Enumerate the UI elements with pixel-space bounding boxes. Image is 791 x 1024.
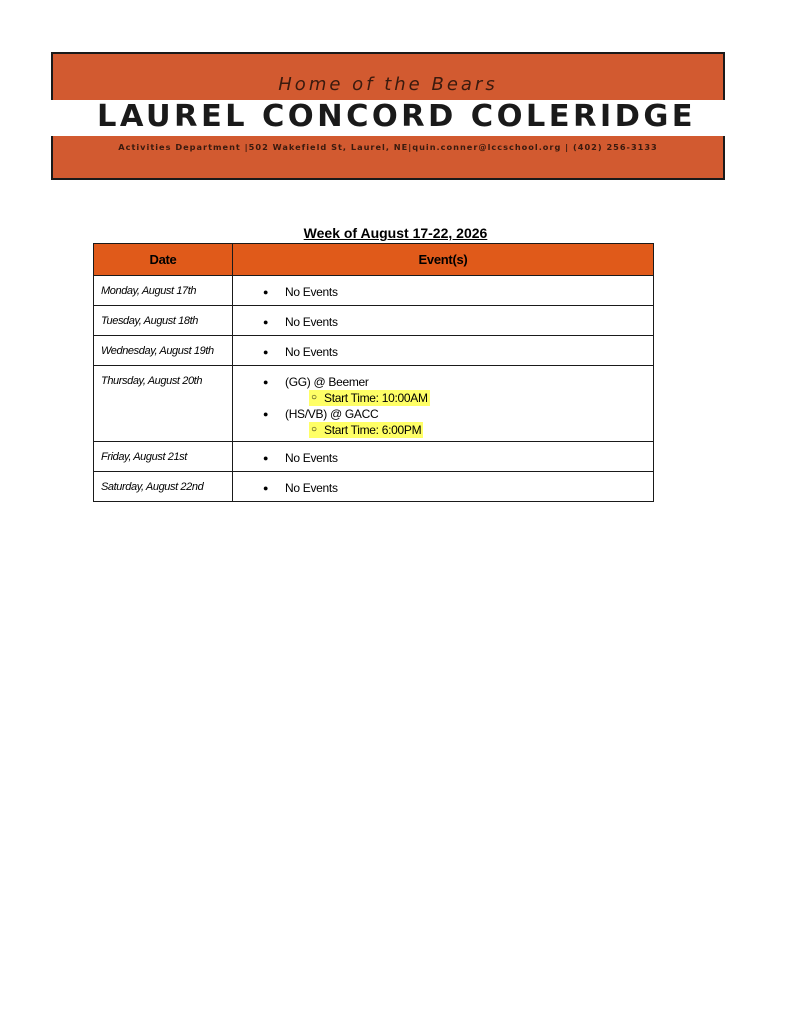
event-item xyxy=(233,284,653,300)
bullet-icon: ● xyxy=(263,453,269,463)
table-row xyxy=(94,442,654,472)
table-row xyxy=(94,472,654,502)
event-cell xyxy=(233,472,654,502)
event-item xyxy=(233,450,653,466)
tagline: Home of the Bears xyxy=(278,74,498,95)
event-text: No Events xyxy=(285,451,338,465)
schedule-table xyxy=(93,243,654,502)
hollow-bullet-icon: ○ xyxy=(309,422,319,438)
bullet-icon: ● xyxy=(263,409,269,419)
date-cell: Thursday, August 20th xyxy=(94,366,233,442)
event-cell xyxy=(233,442,654,472)
table-row xyxy=(94,336,654,366)
contact-info: Activities Department |502 Wakefield St, Laurel, NE|quin.conner@lccschool.org | (402) 256-3133 xyxy=(118,142,658,152)
bullet-icon: ● xyxy=(263,287,269,297)
bullet-icon: ● xyxy=(263,483,269,493)
event-item xyxy=(233,374,653,390)
table-row xyxy=(94,276,654,306)
week-title: Week of August 17-22, 2026 xyxy=(303,225,488,241)
date-cell: Saturday, August 22nd xyxy=(94,472,233,502)
event-cell xyxy=(233,276,654,306)
date-cell: Wednesday, August 19th xyxy=(94,336,233,366)
school-name: LAUREL CONCORD COLERIDGE xyxy=(96,99,696,134)
bullet-icon: ● xyxy=(263,317,269,327)
date-cell: Friday, August 21st xyxy=(94,442,233,472)
event-text: No Events xyxy=(285,315,338,329)
start-time-text: Start Time: 6:00PM xyxy=(318,422,423,438)
event-text: No Events xyxy=(285,285,338,299)
event-cell xyxy=(233,306,654,336)
event-item xyxy=(233,344,653,360)
table-header-row xyxy=(94,244,654,276)
event-text: (GG) @ Beemer xyxy=(285,375,369,389)
event-text: No Events xyxy=(285,481,338,495)
event-item xyxy=(233,406,653,422)
table-row xyxy=(94,366,654,442)
date-cell: Monday, August 17th xyxy=(94,276,233,306)
event-cell xyxy=(233,336,654,366)
event-text: No Events xyxy=(285,345,338,359)
start-time-text: Start Time: 10:00AM xyxy=(318,390,430,406)
event-cell xyxy=(233,366,654,442)
column-header-date: Date xyxy=(94,244,233,276)
hollow-bullet-icon: ○ xyxy=(309,390,319,406)
bullet-icon: ● xyxy=(263,377,269,387)
event-subitem xyxy=(233,422,653,438)
date-cell: Tuesday, August 18th xyxy=(94,306,233,336)
event-text: (HS/VB) @ GACC xyxy=(285,407,379,421)
event-subitem xyxy=(233,390,653,406)
table-row xyxy=(94,306,654,336)
bullet-icon: ● xyxy=(263,347,269,357)
column-header-events: Event(s) xyxy=(233,244,654,276)
event-item xyxy=(233,314,653,330)
event-item xyxy=(233,480,653,496)
